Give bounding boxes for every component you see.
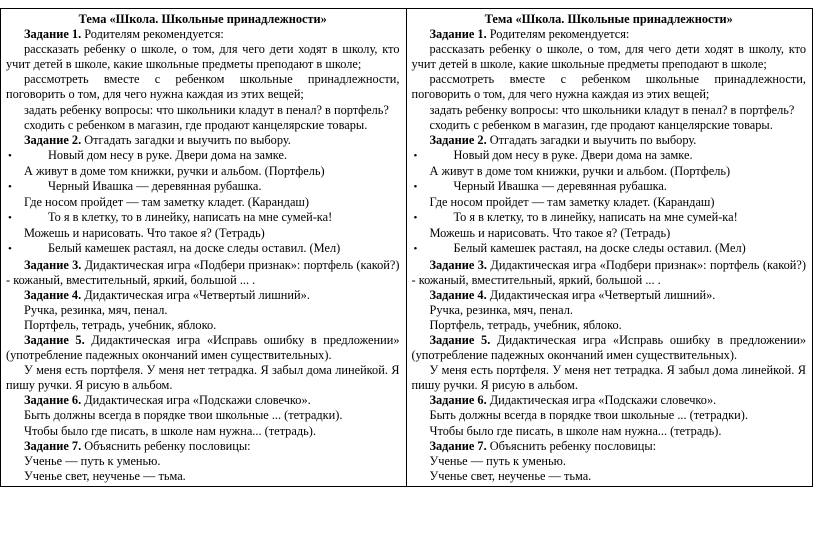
task-3-heading xyxy=(412,258,807,288)
task-1-line: рассказать ребенку о школе, о том, для чего дети ходят в школу, кто учит детей в школе, какие школьные предметы преподают в школе; xyxy=(6,42,400,72)
task-6-heading xyxy=(6,393,400,408)
task-6-line: Быть должны всегда в порядке твои школьные ... (тетрадки). xyxy=(24,408,343,423)
task-6-line: Чтобы было где писать, в школе нам нужна... (тетрадь). xyxy=(429,423,722,438)
riddle-line: Можешь и нарисовать. Что такое я? (Тетрадь) xyxy=(429,226,671,241)
page-title: Тема «Школа. Школьные принадлежности» xyxy=(484,12,733,26)
riddle-line: Белый камешек растаял, на доске следы оставил. (Мел) xyxy=(453,241,746,256)
riddle-item xyxy=(412,148,807,164)
riddle-line: Новый дом несу в руке. Двери дома на замке. xyxy=(48,147,288,162)
bullet-icon: • xyxy=(8,243,12,256)
task-text: Объяснить ребенку пословицы: xyxy=(486,438,657,453)
task-label: Задание 4. xyxy=(24,287,82,302)
riddle-line: Черный Ивашка — деревянная рубашка. xyxy=(48,179,262,194)
bullet-icon: • xyxy=(413,212,418,225)
handout-column-left xyxy=(1,9,407,486)
task-text: Родителям рекомендуется: xyxy=(81,27,224,42)
riddle-item xyxy=(6,241,400,257)
task-4-line: Ручка, резинка, мяч, пенал. xyxy=(429,302,573,317)
task-label: Задание 3. xyxy=(429,257,487,272)
riddle-item xyxy=(412,179,807,195)
task-label: Задание 2. xyxy=(24,132,82,147)
task-label: Задание 5. xyxy=(24,332,85,347)
riddle-item xyxy=(6,179,400,195)
task-5-line: У меня есть портфеля. У меня нет тетрадка. Я забыл дома линейкой. Я пишу ручки. Я рисую в альбом. xyxy=(6,363,400,393)
task-label: Задание 7. xyxy=(24,438,82,453)
task-1-line: задать ребенку вопросы: что школьники кладут в пенал? в портфель? xyxy=(429,102,795,117)
task-label: Задание 2. xyxy=(429,132,487,147)
task-text: Дидактическая игра «Четвертый лишний». xyxy=(486,287,716,302)
task-5-line: У меня есть портфеля. У меня нет тетрадка. Я забыл дома линейкой. Я пишу ручки. Я рисую в альбом. xyxy=(411,363,806,393)
task-label: Задание 1. xyxy=(429,27,487,42)
task-6-line: Быть должны всегда в порядке твои школьные ... (тетрадки). xyxy=(429,408,748,423)
task-6-line: Чтобы было где писать, в школе нам нужна... (тетрадь). xyxy=(24,423,316,438)
bullet-icon: • xyxy=(413,243,418,256)
task-1-heading xyxy=(6,27,400,42)
riddle-line: Где носом пройдет — там заметку кладет. (Карандаш) xyxy=(429,195,715,210)
task-7-line: Ученье — путь к уменью. xyxy=(429,453,566,468)
task-7-line: Ученье свет, неученье — тьма. xyxy=(429,468,592,483)
task-7-heading xyxy=(6,439,400,454)
task-6-heading xyxy=(412,393,807,408)
task-1-line: рассмотреть вместе с ребенком школьные принадлежности, поговорить о том, для чего нужна каждая из этих вещей; xyxy=(411,72,806,102)
bullet-icon: • xyxy=(8,212,12,225)
handout-column-right xyxy=(407,9,813,486)
bullet-icon: • xyxy=(413,149,418,162)
task-4-heading xyxy=(412,288,807,303)
task-text: Дидактическая игра «Подскажи словечко». xyxy=(81,393,311,408)
task-label: Задание 3. xyxy=(24,257,82,272)
riddle-line: А живут в доме том книжки, ручки и альбом. (Портфель) xyxy=(429,163,731,178)
task-7-line: Ученье свет, неученье — тьма. xyxy=(24,468,186,483)
task-1-line: рассмотреть вместе с ребенком школьные принадлежности, поговорить о том, для чего нужна каждая из этих вещей; xyxy=(6,72,400,102)
riddle-line: То я в клетку, то в линейку, написать на мне сумей-ка! xyxy=(48,210,333,225)
task-text: Дидактическая игра «Исправь ошибку в предложении» (употребление падежных окончаний имен существительных). xyxy=(6,332,400,363)
task-1-line: задать ребенку вопросы: что школьники кладут в пенал? в портфель? xyxy=(24,102,389,117)
task-1-heading xyxy=(412,27,807,42)
task-label: Задание 1. xyxy=(24,27,82,42)
riddle-line: То я в клетку, то в линейку, написать на мне сумей-ка! xyxy=(453,210,738,225)
task-4-line: Портфель, тетрадь, учебник, яблоко. xyxy=(429,317,622,332)
task-3-heading xyxy=(6,258,400,288)
task-1-line: рассказать ребенку о школе, о том, для чего дети ходят в школу, кто учит детей в школе, какие школьные предметы преподают в школе; xyxy=(411,42,806,72)
bullet-icon: • xyxy=(8,149,12,162)
bullet-icon: • xyxy=(8,181,12,194)
riddle-line: Белый камешек растаял, на доске следы оставил. (Мел) xyxy=(48,241,341,256)
riddle-item xyxy=(412,210,807,226)
task-label: Задание 6. xyxy=(429,393,487,408)
riddle-line: А живут в доме том книжки, ручки и альбом. (Портфель) xyxy=(24,163,325,178)
task-1-line: сходить с ребенком в магазин, где продают канцелярские товары. xyxy=(24,117,368,132)
task-text: Дидактическая игра «Подбери признак»: портфель (какой?) - кожаный, вместительный, яркий, большой ... . xyxy=(411,257,806,287)
task-4-line: Ручка, резинка, мяч, пенал. xyxy=(24,302,168,317)
riddle-item xyxy=(6,148,400,164)
riddle-item xyxy=(412,241,807,257)
task-text: Отгадать загадки и выучить по выбору. xyxy=(81,132,291,147)
task-2-heading xyxy=(6,133,400,148)
riddle-line: Черный Ивашка — деревянная рубашка. xyxy=(453,179,667,194)
riddle-item xyxy=(6,210,400,226)
handout-table xyxy=(0,8,813,487)
task-1-line: сходить с ребенком в магазин, где продают канцелярские товары. xyxy=(429,117,773,132)
task-text: Отгадать загадки и выучить по выбору. xyxy=(486,132,697,147)
task-5-heading xyxy=(412,333,807,363)
riddle-line: Новый дом несу в руке. Двери дома на замке. xyxy=(453,147,693,162)
task-text: Дидактическая игра «Четвертый лишний». xyxy=(81,287,310,302)
task-text: Дидактическая игра «Подбери признак»: портфель (какой?) - кожаный, вместительный, яркий, большой ... . xyxy=(6,257,400,287)
task-text: Дидактическая игра «Исправь ошибку в предложении» (употребление падежных окончаний имен существительных). xyxy=(411,332,807,363)
task-7-line: Ученье — путь к уменью. xyxy=(24,453,161,468)
page-title: Тема «Школа. Школьные принадлежности» xyxy=(78,12,327,26)
task-text: Объяснить ребенку пословицы: xyxy=(81,438,251,453)
task-label: Задание 6. xyxy=(24,393,82,408)
task-text: Дидактическая игра «Подскажи словечко». xyxy=(486,393,717,408)
task-label: Задание 5. xyxy=(429,332,491,347)
task-label: Задание 7. xyxy=(429,438,487,453)
task-5-heading xyxy=(6,333,400,363)
task-text: Родителям рекомендуется: xyxy=(486,27,630,42)
task-label: Задание 4. xyxy=(429,287,487,302)
riddle-line: Можешь и нарисовать. Что такое я? (Тетрадь) xyxy=(24,226,265,241)
riddle-line: Где носом пройдет — там заметку кладет. (Карандаш) xyxy=(24,195,310,210)
bullet-icon: • xyxy=(413,181,418,194)
task-4-heading xyxy=(6,288,400,303)
task-2-heading xyxy=(412,133,807,148)
task-7-heading xyxy=(412,439,807,454)
task-4-line: Портфель, тетрадь, учебник, яблоко. xyxy=(24,317,217,332)
